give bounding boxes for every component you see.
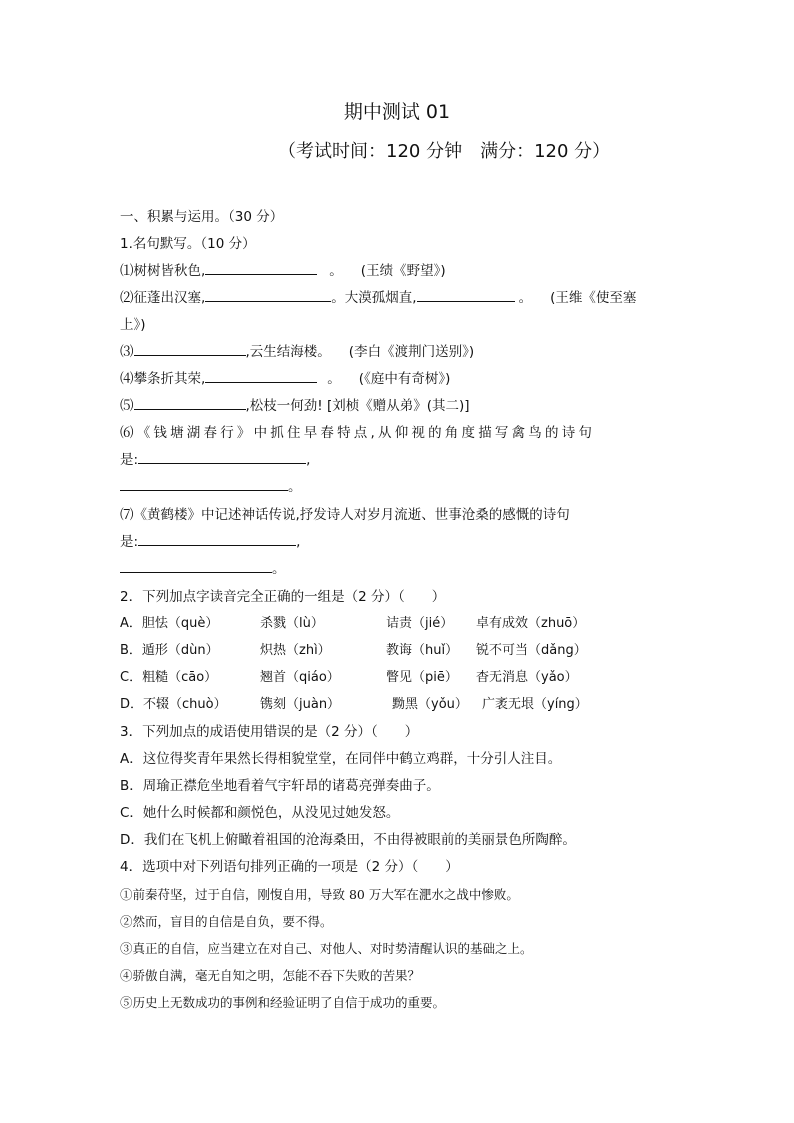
- q1-line-4-source: (《庭中有奇树》): [358, 371, 451, 387]
- section-heading: 一、积累与运用。（30 分）: [120, 209, 284, 225]
- q1-line-7-answer: [120, 533, 300, 551]
- answer-blank[interactable]: [134, 343, 246, 356]
- q3-option-c[interactable]: C．她什么时候都和颜悦色，从没见过她发怒。: [120, 805, 400, 821]
- q4-sentence-5: ⑤历史上无数成功的事例和经验证明了自信于成功的重要。: [120, 995, 446, 1010]
- q1-line-3: [120, 343, 474, 361]
- q2-option-d-4: 广袤无垠（yíng）: [482, 697, 588, 712]
- q1-line-6-comma: ,: [306, 452, 311, 468]
- q1-line-2-text: ⑵征蓬出汉塞,: [120, 290, 206, 306]
- answer-blank[interactable]: [138, 451, 306, 464]
- answer-blank[interactable]: [120, 560, 272, 573]
- q4-sentence-3: ③真正的自信，应当建立在对自己、对他人、对时势清醒认识的基础之上。: [120, 941, 533, 956]
- q2-option-b[interactable]: B．遁形（dùn）: [120, 643, 219, 658]
- q2-option-d-2: 镌刻（juàn）: [260, 697, 341, 712]
- exam-info: （考试时间：120 分钟 满分：120 分）: [278, 141, 611, 162]
- q1-line-3-num: ⑶: [120, 344, 134, 360]
- q1-line-6-prefix: 是:: [120, 452, 139, 468]
- q1-line-7-comma: ,: [296, 534, 301, 550]
- q2-option-a-4: 卓有成效（zhuō）: [476, 616, 586, 631]
- q4-sentence-1: ①前秦苻坚，过于自信，刚愎自用，导致 80 万大军在淝水之战中惨败。: [120, 887, 519, 902]
- page-title: 期中测试 01: [343, 101, 451, 123]
- q2-option-c-2: 翘首（qiáo）: [260, 670, 340, 685]
- q1-line-3-source: (李白《渡荆门送别》): [348, 344, 475, 360]
- q1-line-2: [120, 289, 636, 307]
- q1-stem: 1.名句默写。（10 分）: [120, 236, 256, 252]
- q1-line-7-answer-2: [120, 560, 286, 578]
- q1-line-5: [120, 397, 470, 415]
- q1-line-6-answer: [120, 451, 310, 469]
- q1-line-7-end: 。: [272, 561, 286, 577]
- q4-stem: 4．选项中对下列语句排列正确的一项是（2 分）（ ）: [120, 859, 459, 875]
- q4-sentence-4: ④骄傲自满，毫无自知之明，怎能不吞下失败的苦果？: [120, 968, 421, 983]
- q1-line-6-answer-2: [120, 478, 302, 496]
- q2-option-b-4: 锐不可当（dǎng）: [476, 643, 587, 658]
- q1-line-2-cont: 上》): [120, 317, 146, 333]
- q1-line-1-text: ⑴树树皆秋色,: [120, 263, 206, 279]
- q2-option-a-3: 诘责（jié）: [386, 616, 454, 631]
- q1-line-5-num: ⑸: [120, 398, 134, 414]
- q3-stem: 3．下列加点的成语使用错误的是（2 分）（ ）: [120, 724, 419, 740]
- q2-option-b-2: 炽热（zhì）: [260, 643, 331, 658]
- q1-line-4: [120, 370, 450, 388]
- q1-line-4-end: 。: [327, 371, 341, 387]
- q1-line-7: ⑺《黄鹤楼》中记述神话传说,抒发诗人对岁月流逝、世事沧桑的感慨的诗句: [120, 507, 570, 523]
- q2-option-d-3: 黝黑（yǒu）: [392, 697, 468, 712]
- q2-option-a[interactable]: A．胆怯（què）: [120, 616, 219, 631]
- answer-blank[interactable]: [120, 478, 288, 491]
- q2-option-a-2: 杀戮（lù）: [260, 616, 324, 631]
- q1-line-2-mid: 。大漠孤烟直,: [331, 290, 417, 306]
- answer-blank[interactable]: [134, 397, 246, 410]
- q1-line-3-text: ,云生结海楼。: [245, 344, 331, 360]
- q1-line-2-end: 。: [518, 290, 533, 306]
- q1-line-5-text: ,松枝一何劲! [刘桢《赠从弟》(其二)]: [245, 398, 470, 414]
- q1-line-1-end: 。: [329, 263, 343, 279]
- answer-blank[interactable]: [205, 289, 331, 302]
- q2-option-b-3: 教诲（huǐ）: [386, 643, 459, 658]
- answer-blank[interactable]: [138, 533, 296, 546]
- q1-line-4-text: ⑷攀条折其荣,: [120, 371, 206, 387]
- q4-sentence-2: ②然而，盲目的自信是自负，要不得。: [120, 914, 333, 929]
- q3-option-b[interactable]: B．周瑜正襟危坐地看着气宇轩昂的诸葛亮弹奏曲子。: [120, 778, 440, 794]
- q2-option-c-4: 杳无消息（yǎo）: [476, 670, 578, 685]
- answer-blank[interactable]: [205, 370, 317, 383]
- answer-blank[interactable]: [205, 262, 317, 275]
- q1-line-6-end: 。: [288, 479, 302, 495]
- q2-option-d[interactable]: D．不辍（chuò）: [120, 697, 227, 712]
- q1-line-7-prefix: 是:: [120, 534, 139, 550]
- q3-option-d[interactable]: D．我们在飞机上俯瞰着祖国的沧海桑田，不由得被眼前的美丽景色所陶醉。: [120, 832, 576, 848]
- q1-line-1-source: (王绩《野望》): [360, 263, 446, 279]
- q1-line-6: ⑹《钱塘湖春行》中抓住早春特点,从仰视的角度描写禽鸟的诗句: [120, 425, 596, 441]
- answer-blank[interactable]: [417, 289, 515, 302]
- q2-option-c-3: 瞥见（piē）: [386, 670, 458, 685]
- q2-option-c[interactable]: C．粗糙（cāo）: [120, 670, 218, 685]
- q1-line-1: [120, 262, 446, 280]
- q1-line-2-source: (王维《使至塞: [550, 290, 637, 306]
- q3-option-a[interactable]: A．这位得奖青年果然长得相貌堂堂，在同伴中鹤立鸡群，十分引人注目。: [120, 751, 562, 767]
- q2-stem: 2．下列加点字读音完全正确的一组是（2 分）（ ）: [120, 589, 446, 605]
